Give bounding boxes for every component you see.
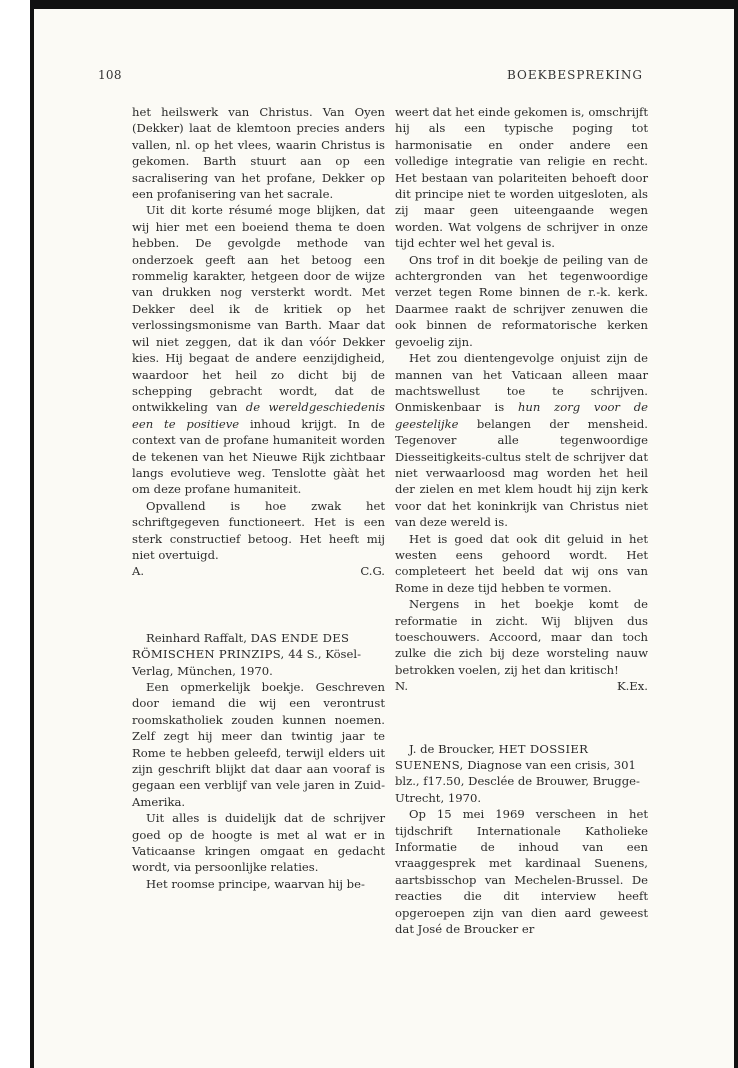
paragraph: weert dat het einde gekomen is, omschrijft hij als een typische poging tot harmonisatie en onder andere een volledige integratie van religie en recht. Het bestaan van polariteiten behoeft door dit principe niet te worden uitgesloten, als zij maar geen uiteengaande wegen worden. Wat volgens de schrijver in onze tijd echter wel het geval is.	[395, 105, 648, 251]
paragraph: Een opmerkelijk boekje. Geschreven door iemand die wij een verontrust roomskatholiek zouden kunnen noemen. Zelf zegt hij meer dan twintig jaar te Rome te hebben geleefd, terwijl elders uit zijn geschrift blijkt dat daar aan vooraf is gegaan een verblijf van vele jaren in Zuid-Amerika.	[132, 680, 385, 809]
left-column	[132, 104, 385, 892]
signature-initial: N.	[395, 679, 409, 694]
paragraph: Uit dit korte résumé moge blijken, dat wij hier met een boeiend thema te doen hebben. De gevolgde methode van onderzoek geeft aan het betoog een rommelig karakter, hetgeen door de wijze van drukken nog versterkt wordt. Met Dekker deel ik de kritiek op het verlossingsmonisme van Barth. Maar dat wil niet zeggen, dat ik dan vóór Dekker kies. Hij begaat de andere eenzijdigheid, waardoor het heil zo dicht bij de schepping gebracht wordt, dat de ontwikkeling van de wereldgeschiedenis een te positieve inhoud krijgt. In de context van de profane humaniteit worden de tekenen van het Nieuwe Rijk zichtbaar langs evolutieve weg. Tenslotte gààt het om deze profane humaniteit.	[132, 203, 385, 497]
paragraph: Opvallend is hoe zwak het schriftgegeven functioneert. Het is een sterk constructief betoog. Het heeft mij niet overtuigd.	[132, 498, 385, 562]
paragraph: Het roomse principe, waarvan hij be-	[146, 876, 365, 891]
paragraph: Op 15 mei 1969 verscheen in het tijdschrift Internationale Katholieke Informatie de inhoud van een vraaggesprek met kardinaal Suenens, aartsbisschop van Mechelen-Brussel. De reacties die dit interview heeft opgeroepen zijn van dien aard geweest dat José de Broucker er	[395, 807, 648, 937]
scan-border-right	[734, 0, 738, 1068]
signature-initial: A.	[132, 564, 145, 579]
paragraph: Uit alles is duidelijk dat de schrijver goed op de hoogte is met al wat er in Vaticaanse kringen omgaat en gedacht wordt, via persoonlijke relaties.	[132, 811, 385, 875]
running-title: BOEKBESPREKING	[506, 68, 643, 82]
page-number: 108	[98, 68, 122, 82]
paragraph: Het is goed dat ook dit geluid in het westen eens gehoord wordt. Het completeert het beeld dat wij ons van Rome in deze tijd hebben te vormen.	[395, 531, 648, 595]
review-signature	[395, 678, 648, 694]
paragraph: Het zou dientengevolge onjuist zijn de mannen van het Vaticaan alleen maar machtswellust toe te schrijven. Onmiskenbaar is hun zorg voor de geestelijke belangen der mensheid. Tegenover alle tegenwoordige Diesseitigkeits-cultus stelt de schrijver dat niet verwaarloosd mag worden het heil der zielen en met klem houdt hij zijn kerk voor dat het koninkrijk van Christus niet van deze wereld is.	[395, 351, 649, 530]
book-citation: Reinhard Raffalt, DAS ENDE DES RÖMISCHEN PRINZIPS, 44 S., Kösel-Verlag, München, 1970.	[132, 630, 361, 678]
paragraph: het heilswerk van Christus. Van Oyen (Dekker) laat de klemtoon precies anders vallen, nl. op het vlees, waarin Christus is gekomen. Barth stuurt aan op een sacralisering van het profane, Dekker op een profanisering van het sacrale.	[132, 105, 385, 202]
scan-border-top	[30, 0, 738, 9]
right-column	[395, 104, 648, 938]
book-citation: J. de Broucker, HET DOSSIER SUENENS, Diagnose van een crisis, 301 blz., f17.50, Desclée de Brouwer, Brugge-Utrecht, 1970.	[395, 741, 640, 805]
signature-reviewer: K.Ex.	[616, 679, 648, 694]
signature-reviewer: C.G.	[360, 564, 385, 579]
review-signature	[132, 563, 385, 579]
paragraph: Ons trof in dit boekje de peiling van de achtergronden van het tegenwoordige verzet tegen Rome binnen de r.-k. kerk. Daarmee raakt de schrijver zenuwen die ook binnen de reformatorische kerken gevoelig zijn.	[395, 252, 648, 349]
paragraph: Nergens in het boekje komt de reformatie in zicht. Wij blijven dus toeschouwers. Accoord, maar dan toch zulke die zich bij deze worsteling nauw betrokken voelen, zij het dan kritisch!	[395, 597, 648, 677]
